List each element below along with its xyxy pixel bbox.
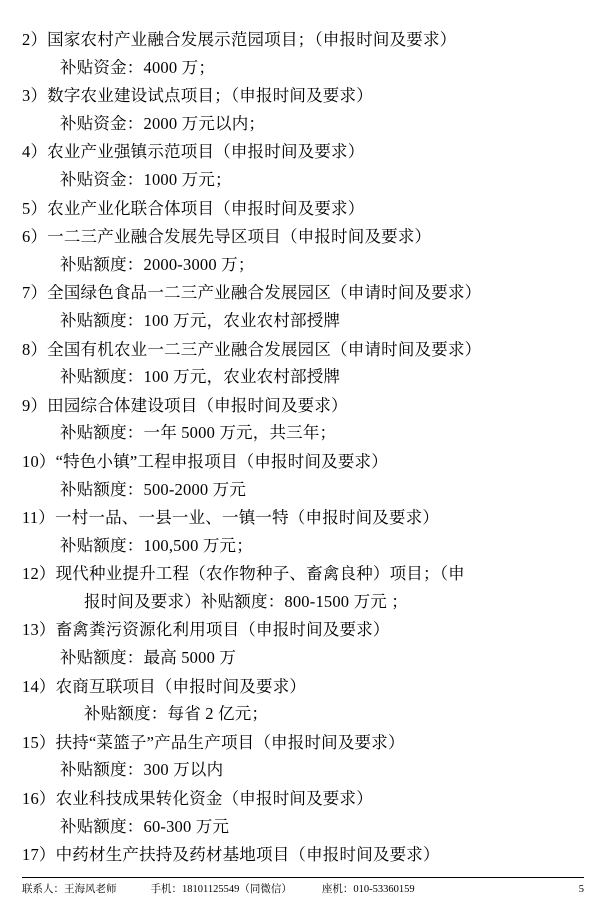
list-item: [22, 336, 578, 391]
project-list: [22, 26, 578, 869]
list-item: [22, 223, 578, 278]
item-sub-text: 补贴额度：每省 2 亿元；: [84, 704, 269, 724]
item-continuation-text: 报时间及要求）补贴额度：800-1500 万元 ；: [84, 591, 408, 611]
item-sub-text: 补贴额度：一年 5000 万元，共三年；: [60, 423, 337, 443]
item-sub-text: 补贴额度：100 万元，农业农村部授牌: [60, 367, 341, 387]
item-main-text: 12）现代种业提升工程（农作物种子、畜禽良种）项目；（申: [22, 564, 465, 584]
item-sub-text: 补贴资金：2000 万元以内；: [60, 113, 266, 133]
footer-contact: 联系人：王海风老师: [22, 884, 117, 895]
list-item: [22, 841, 578, 869]
item-main-text: 6）一二三产业融合发展先导区项目（申报时间及要求）: [22, 227, 432, 247]
list-item: [22, 392, 578, 447]
list-item: [22, 138, 578, 193]
list-item: [22, 26, 578, 81]
item-main-text: 11）一村一品、一县一业、一镇一特（申报时间及要求）: [22, 508, 440, 528]
item-main-text: 17）中药材生产扶持及药材基地项目（申报时间及要求）: [22, 845, 440, 865]
list-item: [22, 616, 578, 671]
item-sub-text: 补贴额度：100 万元，农业农村部授牌: [60, 310, 341, 330]
list-item: [22, 729, 578, 784]
list-item: [22, 279, 578, 334]
item-main-text: 10）“特色小镇”工程申报项目（申报时间及要求）: [22, 451, 388, 471]
list-item: [22, 504, 578, 559]
item-sub-text: 补贴额度：最高 5000 万: [60, 648, 237, 668]
list-item: [22, 82, 578, 137]
item-main-text: 3）数字农业建设试点项目；（申报时间及要求）: [22, 86, 373, 106]
footer-telephone: 座机：010-53360159: [321, 884, 415, 895]
list-item: [22, 785, 578, 840]
item-main-text: 14）农商互联项目（申报时间及要求）: [22, 676, 307, 696]
list-item: [22, 560, 578, 615]
list-item: [22, 448, 578, 503]
item-main-text: 5）农业产业化联合体项目（申报时间及要求）: [22, 198, 365, 218]
footer-page-number: 5: [578, 884, 584, 895]
item-sub-text: 补贴额度：60-300 万元: [60, 816, 230, 836]
footer-phone: 手机：18101125549（同微信）: [150, 884, 292, 895]
item-main-text: 7）全国绿色食品一二三产业融合发展园区（申请时间及要求）: [22, 283, 482, 303]
page-footer: [22, 877, 584, 897]
list-item: [22, 195, 578, 223]
item-sub-text: 补贴额度：100,500 万元；: [60, 535, 253, 555]
item-main-text: 13）畜禽粪污资源化利用项目（申报时间及要求）: [22, 620, 390, 640]
item-sub-text: 补贴额度：500-2000 万元: [60, 479, 247, 499]
item-sub-text: 补贴额度：300 万以内: [60, 760, 224, 780]
item-sub-text: 补贴资金：4000 万；: [60, 57, 216, 77]
item-main-text: 4）农业产业强镇示范项目（申报时间及要求）: [22, 142, 365, 162]
item-sub-text: 补贴额度：2000-3000 万；: [60, 254, 255, 274]
item-main-text: 9）田园综合体建设项目（申报时间及要求）: [22, 395, 348, 415]
list-item: [22, 673, 578, 728]
item-sub-text: 补贴资金：1000 万元；: [60, 169, 232, 189]
item-main-text: 2）国家农村产业融合发展示范园项目；（申报时间及要求）: [22, 30, 457, 49]
item-main-text: 8）全国有机农业一二三产业融合发展园区（申请时间及要求）: [22, 339, 482, 359]
item-main-text: 16）农业科技成果转化资金（申报时间及要求）: [22, 789, 373, 809]
item-main-text: 15）扶持“菜篮子”产品生产项目（申报时间及要求）: [22, 732, 405, 752]
